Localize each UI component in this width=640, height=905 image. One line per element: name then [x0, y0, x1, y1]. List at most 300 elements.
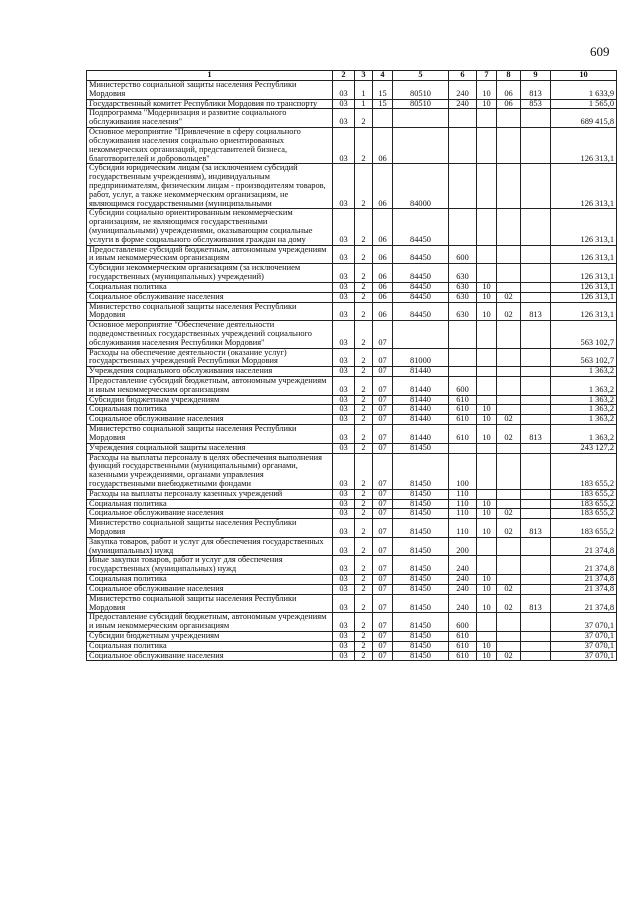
- code-cell: 03: [333, 99, 355, 109]
- code-cell: [521, 164, 551, 209]
- code-cell: 03: [333, 556, 355, 575]
- code-cell: [477, 209, 497, 245]
- code-cell: 240: [449, 594, 477, 613]
- code-cell: 200: [449, 537, 477, 556]
- code-cell: 2: [355, 613, 373, 632]
- code-cell: 02: [497, 651, 521, 661]
- code-cell: [373, 109, 393, 128]
- amount-cell: 1 565,0: [551, 99, 617, 109]
- code-cell: [477, 264, 497, 283]
- code-cell: 07: [373, 631, 393, 641]
- code-cell: 10: [477, 99, 497, 109]
- code-cell: [393, 321, 449, 348]
- code-cell: 2: [355, 367, 373, 377]
- amount-cell: 563 102,7: [551, 321, 617, 348]
- code-cell: [521, 292, 551, 302]
- row-name-cell: Расходы на выплаты персоналу казенных учреждений: [87, 489, 333, 499]
- code-cell: 84450: [393, 209, 449, 245]
- code-cell: 06: [373, 245, 393, 264]
- amount-cell: 243 127,2: [551, 443, 617, 453]
- header-cell: 1: [87, 71, 333, 81]
- code-cell: 02: [497, 594, 521, 613]
- code-cell: 2: [355, 302, 373, 321]
- code-cell: 03: [333, 321, 355, 348]
- code-cell: 240: [449, 99, 477, 109]
- code-cell: 07: [373, 594, 393, 613]
- code-cell: 07: [373, 377, 393, 396]
- header-cell: 7: [477, 71, 497, 81]
- code-cell: [521, 575, 551, 585]
- code-cell: 06: [497, 99, 521, 109]
- row-name-cell: Субсидии юридическим лицам (за исключением субсидий государственным учреждениям), индивидуальным предпринимателям, физическим лицам - производителям товаров, работ, услуг, а также некоммерческим организациям, не являющимся государственными (муниципальными: [87, 164, 333, 209]
- code-cell: 80510: [393, 81, 449, 100]
- row-name-cell: Государственный комитет Республики Мордовия по транспорту: [87, 99, 333, 109]
- code-cell: [521, 395, 551, 405]
- code-cell: 813: [521, 519, 551, 538]
- table-row: [87, 245, 617, 264]
- table-row: [87, 499, 617, 509]
- amount-cell: 1 363,2: [551, 395, 617, 405]
- code-cell: 610: [449, 641, 477, 651]
- table-row: [87, 99, 617, 109]
- code-cell: 2: [355, 128, 373, 164]
- table-row: [87, 81, 617, 100]
- code-cell: 81450: [393, 556, 449, 575]
- code-cell: 240: [449, 556, 477, 575]
- amount-cell: 1 363,2: [551, 425, 617, 444]
- header-cell: 6: [449, 71, 477, 81]
- code-cell: 2: [355, 584, 373, 594]
- code-cell: 81450: [393, 641, 449, 651]
- code-cell: 03: [333, 282, 355, 292]
- code-cell: 03: [333, 489, 355, 499]
- amount-cell: 21 374,8: [551, 575, 617, 585]
- table-row: [87, 109, 617, 128]
- row-name-cell: Иные закупки товаров, работ и услуг для обеспечения государственных (муниципальных) нужд: [87, 556, 333, 575]
- row-name-cell: Социальное обслуживание населения: [87, 292, 333, 302]
- code-cell: [521, 415, 551, 425]
- code-cell: 81450: [393, 651, 449, 661]
- row-name-cell: Субсидии некоммерческим организациям (за исключением государственных (муниципальных) учреждений): [87, 264, 333, 283]
- code-cell: [477, 245, 497, 264]
- amount-cell: 183 655,2: [551, 453, 617, 489]
- code-cell: 03: [333, 264, 355, 283]
- code-cell: 07: [373, 489, 393, 499]
- code-cell: 07: [373, 348, 393, 367]
- amount-cell: 126 313,1: [551, 302, 617, 321]
- code-cell: 610: [449, 425, 477, 444]
- code-cell: 15: [373, 99, 393, 109]
- code-cell: 81450: [393, 537, 449, 556]
- table-row: [87, 128, 617, 164]
- code-cell: 03: [333, 613, 355, 632]
- code-cell: [497, 164, 521, 209]
- amount-cell: 1 363,2: [551, 405, 617, 415]
- code-cell: 2: [355, 509, 373, 519]
- code-cell: [477, 164, 497, 209]
- code-cell: [393, 109, 449, 128]
- code-cell: 110: [449, 509, 477, 519]
- header-cell: 2: [333, 71, 355, 81]
- code-cell: 600: [449, 245, 477, 264]
- code-cell: 81440: [393, 367, 449, 377]
- amount-cell: 689 415,8: [551, 109, 617, 128]
- code-cell: [497, 575, 521, 585]
- code-cell: 81450: [393, 489, 449, 499]
- code-cell: 2: [355, 641, 373, 651]
- code-cell: [497, 282, 521, 292]
- code-cell: 2: [355, 594, 373, 613]
- table-row: [87, 489, 617, 499]
- amount-cell: 21 374,8: [551, 584, 617, 594]
- code-cell: [521, 489, 551, 499]
- code-cell: 06: [373, 292, 393, 302]
- row-name-cell: Социальное обслуживание населения: [87, 509, 333, 519]
- code-cell: [521, 651, 551, 661]
- code-cell: 07: [373, 443, 393, 453]
- code-cell: 03: [333, 641, 355, 651]
- code-cell: 03: [333, 519, 355, 538]
- code-cell: 2: [355, 209, 373, 245]
- row-name-cell: Расходы на обеспечение деятельности (оказание услуг) государственных учреждений Республики Мордовия: [87, 348, 333, 367]
- code-cell: 03: [333, 631, 355, 641]
- row-name-cell: Социальная политика: [87, 282, 333, 292]
- table-row: [87, 594, 617, 613]
- code-cell: 02: [497, 519, 521, 538]
- code-cell: 2: [355, 499, 373, 509]
- table-row: [87, 282, 617, 292]
- code-cell: [497, 209, 521, 245]
- code-cell: 630: [449, 302, 477, 321]
- code-cell: 03: [333, 128, 355, 164]
- code-cell: 10: [477, 499, 497, 509]
- code-cell: [477, 537, 497, 556]
- code-cell: 03: [333, 405, 355, 415]
- code-cell: 81440: [393, 377, 449, 396]
- code-cell: 610: [449, 631, 477, 641]
- row-name-cell: Социальная политика: [87, 499, 333, 509]
- code-cell: 07: [373, 537, 393, 556]
- row-name-cell: Расходы на выплаты персоналу в целях обеспечения выполнения функций государственными (муниципальными) органами, казенными учреждениями, органами управления государственными внебюджетными фондами: [87, 453, 333, 489]
- code-cell: 07: [373, 415, 393, 425]
- table-row: [87, 164, 617, 209]
- code-cell: 03: [333, 584, 355, 594]
- row-name-cell: Субсидии социально ориентированным некоммерческим организациям, не являющимся государственными (муниципальными) учреждениями, оказывающим социальные услуги в форме социального обслуживания граждан на дому: [87, 209, 333, 245]
- code-cell: 2: [355, 164, 373, 209]
- code-cell: 81450: [393, 631, 449, 641]
- code-cell: 10: [477, 641, 497, 651]
- code-cell: 610: [449, 395, 477, 405]
- code-cell: 02: [497, 584, 521, 594]
- code-cell: 81450: [393, 594, 449, 613]
- code-cell: 110: [449, 519, 477, 538]
- table-row: [87, 631, 617, 641]
- code-cell: [477, 443, 497, 453]
- code-cell: 80510: [393, 99, 449, 109]
- code-cell: [497, 556, 521, 575]
- header-row: [87, 71, 617, 81]
- code-cell: 81450: [393, 499, 449, 509]
- table-row: [87, 613, 617, 632]
- code-cell: [521, 109, 551, 128]
- code-cell: [497, 321, 521, 348]
- code-cell: 610: [449, 415, 477, 425]
- code-cell: 15: [373, 81, 393, 100]
- code-cell: [521, 348, 551, 367]
- row-name-cell: Предоставление субсидий бюджетным, автономным учреждениям и иным некоммерческим организациям: [87, 245, 333, 264]
- code-cell: 03: [333, 377, 355, 396]
- row-name-cell: Министерство социальной защиты населения Республики Мордовия: [87, 425, 333, 444]
- code-cell: [497, 631, 521, 641]
- code-cell: 81000: [393, 348, 449, 367]
- code-cell: 03: [333, 81, 355, 100]
- code-cell: [497, 367, 521, 377]
- code-cell: [497, 537, 521, 556]
- amount-cell: 183 655,2: [551, 499, 617, 509]
- code-cell: [521, 613, 551, 632]
- code-cell: [521, 245, 551, 264]
- code-cell: [477, 631, 497, 641]
- code-cell: 10: [477, 282, 497, 292]
- code-cell: 07: [373, 405, 393, 415]
- budget-table: [86, 70, 617, 661]
- amount-cell: 126 313,1: [551, 292, 617, 302]
- table-body: [87, 81, 617, 661]
- code-cell: 2: [355, 245, 373, 264]
- code-cell: 03: [333, 395, 355, 405]
- table-row: [87, 395, 617, 405]
- code-cell: 2: [355, 489, 373, 499]
- code-cell: 03: [333, 109, 355, 128]
- code-cell: [477, 489, 497, 499]
- table-row: [87, 377, 617, 396]
- code-cell: 10: [477, 651, 497, 661]
- row-name-cell: Закупка товаров, работ и услуг для обеспечения государственных (муниципальных) нужд: [87, 537, 333, 556]
- code-cell: [497, 128, 521, 164]
- table-row: [87, 651, 617, 661]
- code-cell: [521, 264, 551, 283]
- code-cell: 84000: [393, 164, 449, 209]
- header-cell: 8: [497, 71, 521, 81]
- code-cell: 630: [449, 282, 477, 292]
- code-cell: 2: [355, 415, 373, 425]
- amount-cell: 126 313,1: [551, 282, 617, 292]
- code-cell: 81450: [393, 519, 449, 538]
- row-name-cell: Министерство социальной защиты населения Республики Мордовия: [87, 302, 333, 321]
- code-cell: [477, 128, 497, 164]
- code-cell: [449, 321, 477, 348]
- code-cell: 03: [333, 425, 355, 444]
- code-cell: 07: [373, 395, 393, 405]
- code-cell: [521, 367, 551, 377]
- table-row: [87, 405, 617, 415]
- code-cell: 07: [373, 584, 393, 594]
- amount-cell: 1 363,2: [551, 415, 617, 425]
- code-cell: [497, 489, 521, 499]
- code-cell: 81450: [393, 613, 449, 632]
- code-cell: [497, 641, 521, 651]
- amount-cell: 126 313,1: [551, 164, 617, 209]
- code-cell: [449, 164, 477, 209]
- code-cell: 10: [477, 292, 497, 302]
- code-cell: [497, 453, 521, 489]
- table-row: [87, 641, 617, 651]
- code-cell: 07: [373, 367, 393, 377]
- code-cell: [497, 443, 521, 453]
- row-name-cell: Учреждения социального обслуживания населения: [87, 367, 333, 377]
- table-row: [87, 425, 617, 444]
- code-cell: 240: [449, 584, 477, 594]
- row-name-cell: Подпрограмма "Модернизация и развитие социального обслуживания населения": [87, 109, 333, 128]
- code-cell: 07: [373, 499, 393, 509]
- code-cell: 2: [355, 519, 373, 538]
- row-name-cell: Социальное обслуживание населения: [87, 415, 333, 425]
- code-cell: 07: [373, 641, 393, 651]
- code-cell: [521, 377, 551, 396]
- code-cell: [521, 453, 551, 489]
- code-cell: 84450: [393, 302, 449, 321]
- table-row: [87, 519, 617, 538]
- code-cell: [521, 556, 551, 575]
- code-cell: 03: [333, 453, 355, 489]
- code-cell: 2: [355, 109, 373, 128]
- amount-cell: 37 070,1: [551, 651, 617, 661]
- code-cell: 813: [521, 594, 551, 613]
- code-cell: 84450: [393, 282, 449, 292]
- code-cell: 03: [333, 594, 355, 613]
- row-name-cell: Предоставление субсидий бюджетным, автономным учреждениям и иным некоммерческим организациям: [87, 377, 333, 396]
- code-cell: [477, 348, 497, 367]
- table-row: [87, 209, 617, 245]
- row-name-cell: Социальное обслуживание населения: [87, 584, 333, 594]
- amount-cell: 126 313,1: [551, 264, 617, 283]
- code-cell: 240: [449, 81, 477, 100]
- amount-cell: 126 313,1: [551, 245, 617, 264]
- code-cell: [497, 405, 521, 415]
- row-name-cell: Предоставление субсидий бюджетным, автономным учреждениям и иным некоммерческим организациям: [87, 613, 333, 632]
- code-cell: [477, 321, 497, 348]
- code-cell: [497, 377, 521, 396]
- code-cell: 81450: [393, 584, 449, 594]
- code-cell: 2: [355, 453, 373, 489]
- code-cell: 03: [333, 651, 355, 661]
- code-cell: 630: [449, 264, 477, 283]
- code-cell: 10: [477, 594, 497, 613]
- amount-cell: 563 102,7: [551, 348, 617, 367]
- table-row: [87, 584, 617, 594]
- code-cell: 81440: [393, 415, 449, 425]
- header-cell: 10: [551, 71, 617, 81]
- code-cell: 2: [355, 321, 373, 348]
- code-cell: [521, 509, 551, 519]
- row-name-cell: Субсидии бюджетным учреждениям: [87, 395, 333, 405]
- code-cell: 84450: [393, 292, 449, 302]
- code-cell: 2: [355, 348, 373, 367]
- amount-cell: 21 374,8: [551, 556, 617, 575]
- amount-cell: 1 633,9: [551, 81, 617, 100]
- code-cell: 03: [333, 348, 355, 367]
- code-cell: 03: [333, 209, 355, 245]
- code-cell: 06: [373, 302, 393, 321]
- code-cell: 06: [373, 128, 393, 164]
- row-name-cell: Министерство социальной защиты населения Республики Мордовия: [87, 81, 333, 100]
- code-cell: 2: [355, 537, 373, 556]
- code-cell: [497, 395, 521, 405]
- code-cell: 110: [449, 489, 477, 499]
- code-cell: 10: [477, 415, 497, 425]
- code-cell: 03: [333, 575, 355, 585]
- header-cell: 5: [393, 71, 449, 81]
- code-cell: 10: [477, 425, 497, 444]
- table-row: [87, 453, 617, 489]
- code-cell: [477, 367, 497, 377]
- table-row: [87, 292, 617, 302]
- row-name-cell: Основное мероприятие "Обеспечение деятельности подведомственных государственных учреждений социального обслуживания населения Республики Мордовия": [87, 321, 333, 348]
- row-name-cell: Министерство социальной защиты населения Республики Мордовия: [87, 594, 333, 613]
- row-name-cell: Социальное обслуживание населения: [87, 651, 333, 661]
- amount-cell: 126 313,1: [551, 128, 617, 164]
- amount-cell: 21 374,8: [551, 594, 617, 613]
- amount-cell: 21 374,8: [551, 537, 617, 556]
- code-cell: [449, 209, 477, 245]
- code-cell: [449, 443, 477, 453]
- code-cell: [449, 128, 477, 164]
- code-cell: 07: [373, 651, 393, 661]
- code-cell: 813: [521, 302, 551, 321]
- code-cell: [393, 128, 449, 164]
- code-cell: 2: [355, 556, 373, 575]
- row-name-cell: Основное мероприятие "Привлечение в сферу социального обслуживания населения социально ориентированных некоммерческих организаций, представителей бизнеса, благотворителей и добровольцев": [87, 128, 333, 164]
- code-cell: [449, 348, 477, 367]
- code-cell: [521, 405, 551, 415]
- table-row: [87, 302, 617, 321]
- code-cell: 2: [355, 443, 373, 453]
- code-cell: [449, 367, 477, 377]
- code-cell: [497, 245, 521, 264]
- code-cell: 2: [355, 395, 373, 405]
- table-row: [87, 367, 617, 377]
- code-cell: 2: [355, 631, 373, 641]
- table-row: [87, 537, 617, 556]
- code-cell: 600: [449, 377, 477, 396]
- code-cell: 813: [521, 81, 551, 100]
- code-cell: [521, 641, 551, 651]
- row-name-cell: Субсидии бюджетным учреждениям: [87, 631, 333, 641]
- code-cell: 07: [373, 519, 393, 538]
- code-cell: 03: [333, 415, 355, 425]
- code-cell: 10: [477, 302, 497, 321]
- code-cell: [477, 613, 497, 632]
- code-cell: [521, 282, 551, 292]
- code-cell: 81440: [393, 405, 449, 415]
- code-cell: 07: [373, 321, 393, 348]
- code-cell: 610: [449, 405, 477, 415]
- code-cell: 06: [373, 209, 393, 245]
- code-cell: 03: [333, 292, 355, 302]
- code-cell: 06: [373, 282, 393, 292]
- row-name-cell: Учреждения социальной защиты населения: [87, 443, 333, 453]
- code-cell: 02: [497, 425, 521, 444]
- amount-cell: 183 655,2: [551, 519, 617, 538]
- amount-cell: 183 655,2: [551, 489, 617, 499]
- code-cell: 81440: [393, 425, 449, 444]
- row-name-cell: Социальная политика: [87, 641, 333, 651]
- code-cell: 2: [355, 264, 373, 283]
- row-name-cell: Социальная политика: [87, 405, 333, 415]
- code-cell: [497, 264, 521, 283]
- code-cell: 07: [373, 509, 393, 519]
- code-cell: 81450: [393, 509, 449, 519]
